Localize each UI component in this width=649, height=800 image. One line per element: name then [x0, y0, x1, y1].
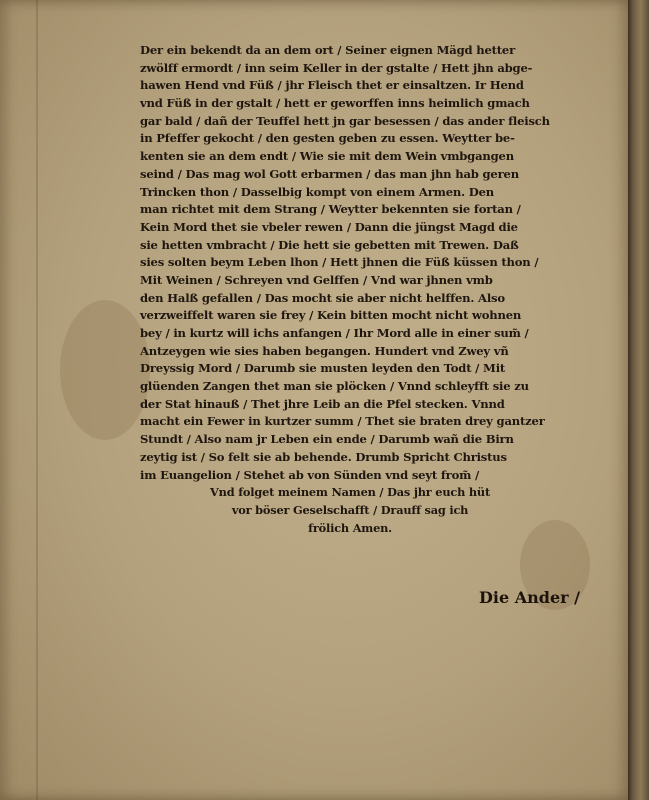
page-fold-line: [36, 0, 38, 800]
text-line: kenten sie an dem endt / Wie sie mit dem Wein vmbgangen: [140, 149, 514, 164]
text-line: sies solten beym Leben lhon / Hett jhnen die Füß küssen thon /: [140, 255, 539, 270]
text-line: den Halß gefallen / Das mocht sie aber nicht helffen. Also: [140, 290, 505, 305]
text-line: zeytig ist / So felt sie ab behende. Drumb Spricht Christus: [140, 449, 507, 464]
text-line: vor böser Geselschafft / Drauff sag ich: [231, 502, 469, 517]
text-line: bey / in kurtz will ichs anfangen / Ihr Mord alle in einer sum̃ /: [140, 326, 529, 340]
body-text: [140, 42, 580, 537]
text-line: im Euangelion / Stehet ab von Sünden vnd seyt from̃ /: [140, 467, 480, 482]
text-line: vnd Füß in der gstalt / hett er geworffen inns heimlich gmach: [140, 96, 530, 111]
text-line: Dreyssig Mord / Darumb sie musten leyden den Todt / Mit: [140, 361, 506, 376]
catchword: Die Ander /: [479, 588, 580, 607]
text-line: glüenden Zangen thet man sie plöcken / Vnnd schleyfft sie zu: [140, 379, 529, 394]
text-line: Der ein bekendt da an dem ort / Seiner eignen Mägd hetter: [140, 43, 516, 57]
text-line: man richtet mit dem Strang / Weytter bekennten sie fortan /: [140, 202, 521, 217]
text-line: Trincken thon / Dasselbig kompt von einem Armen. Den: [140, 184, 495, 199]
text-line: sie hetten vmbracht / Die hett sie gebetten mit Trewen. Daß: [140, 237, 519, 252]
text-line: hawen Hend vnd Füß / jhr Fleisch thet er einsaltzen. Ir Hend: [140, 78, 524, 93]
text-line: seind / Das mag wol Gott erbarmen / das man jhn hab geren: [140, 166, 519, 181]
text-line: gar bald / dañ der Teuffel hett jn gar besessen / das ander fleisch: [140, 113, 550, 128]
text-line: macht ein Fewer in kurtzer summ / Thet sie braten drey gantzer: [140, 414, 545, 429]
text-line: Mit Weinen / Schreyen vnd Gelffen / Vnd war jhnen vmb: [140, 272, 493, 287]
text-line: Kein Mord thet sie vbeler rewen / Dann die jüngst Magd die: [140, 219, 518, 234]
text-line: verzweiffelt waren sie frey / Kein bitten mocht nicht wohnen: [140, 308, 522, 323]
text-line: der Stat hinauß / Thet jhre Leib an die Pfel stecken. Vnnd: [140, 396, 505, 411]
text-line: in Pfeffer gekocht / den gesten geben zu essen. Weytter be-: [140, 131, 515, 146]
paper-stain: [60, 300, 150, 440]
text-line: Antzeygen wie sies haben begangen. Hundert vnd Zwey vñ: [140, 343, 509, 358]
text-line: Stundt / Also nam jr Leben ein ende / Darumb wañ die Birn: [140, 432, 514, 447]
text-line: frölich Amen.: [308, 520, 392, 535]
page-edge: [628, 0, 649, 800]
text-line: zwölff ermordt / inn seim Keller in der gstalte / Hett jhn abge-: [140, 60, 533, 75]
text-line: Vnd folget meinem Namen / Das jhr euch hüt: [210, 485, 491, 500]
